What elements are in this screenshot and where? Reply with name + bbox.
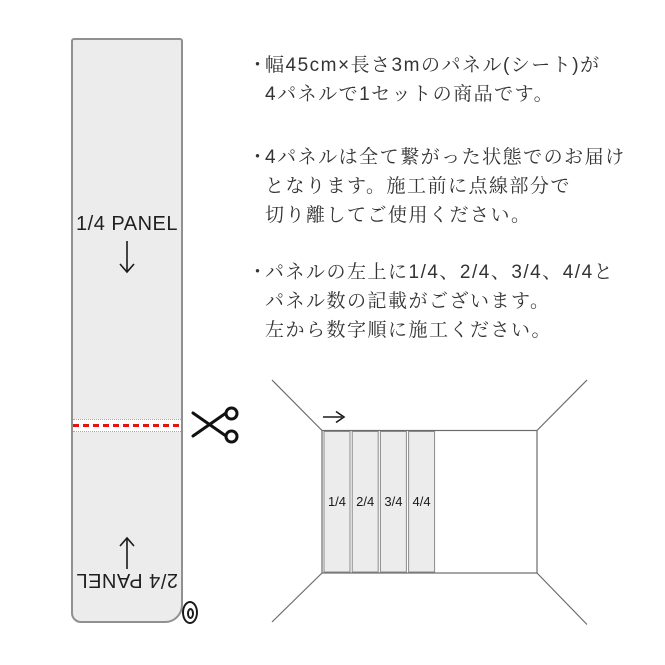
instructions-list (248, 51, 658, 345)
wallpaper-sheet (71, 38, 183, 623)
cut-line-red-dashes (73, 424, 181, 427)
instruction-item-3 (248, 258, 658, 345)
instruction-item-2 (248, 143, 658, 230)
arrow-down-icon (117, 240, 137, 274)
ceiling-left-corner-line (272, 380, 322, 431)
room-diagram (255, 371, 600, 633)
wall-panel-label-3: 3/4 (384, 494, 403, 509)
instruction-item-1 (248, 51, 658, 109)
instruction-line: 幅45cm×長さ3mのパネル(シート)が (265, 55, 601, 76)
ceiling-right-corner-line (537, 380, 587, 431)
instruction-text (265, 51, 601, 109)
roll-core (187, 608, 194, 619)
instruction-text (265, 143, 626, 230)
instruction-line: 4パネルで1セットの商品です。 (265, 84, 555, 105)
instruction-line: パネル数の記載がございます。 (265, 291, 551, 312)
floor-right-corner-line (537, 573, 587, 625)
scissors-icon (190, 402, 240, 448)
cut-line-zone (73, 419, 181, 432)
instruction-line: 4パネルは全て繋がった状態でのお届け (265, 147, 626, 168)
bullet-marker: ・ (248, 262, 269, 283)
sheet-top-half-label: 1/4 PANEL (76, 213, 178, 235)
instruction-text (265, 258, 614, 345)
instruction-line: パネルの左上に1/4、2/4、3/4、4/4と (265, 262, 615, 283)
instruction-line: 切り離してご使用ください。 (265, 205, 532, 226)
wall-panel-label-4: 4/4 (412, 494, 431, 509)
wall-panel-label-2: 2/4 (356, 494, 375, 509)
arrow-right-icon (323, 412, 344, 423)
floor-left-corner-line (272, 573, 322, 622)
bullet-marker: ・ (248, 147, 269, 168)
sheet-bottom-half-label: 2/4 PANEL (76, 569, 178, 591)
bullet-marker: ・ (248, 55, 269, 76)
wall-panel-label-1: 1/4 (327, 494, 347, 509)
arrow-up-icon (117, 536, 137, 570)
instruction-line: 左から数字順に施工ください。 (265, 320, 553, 341)
instruction-line: となります。施工前に点線部分で (265, 176, 571, 197)
